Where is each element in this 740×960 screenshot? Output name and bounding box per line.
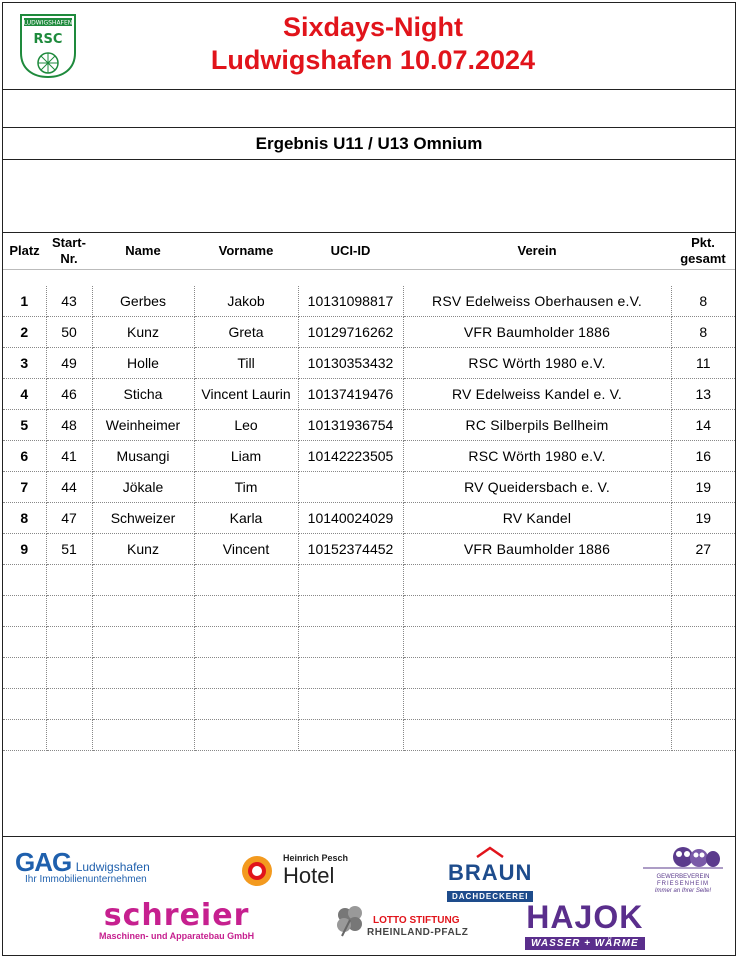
lotto-clover-icon [333,903,367,937]
empty-cell [671,658,735,689]
empty-cell [403,720,671,751]
empty-cell [298,596,403,627]
cell-name: Gerbes [92,286,194,317]
page-title [103,11,643,77]
empty-cell [298,565,403,596]
cell-platz: 8 [3,503,46,534]
empty-cell [3,658,46,689]
column-header-5: Verein [403,233,671,270]
cell-name: Kunz [92,534,194,565]
gewerbeverein-line2: FRIESENHEIM [656,881,709,887]
empty-cell [92,596,194,627]
empty-row [3,658,735,689]
empty-cell [46,627,92,658]
table-row [3,472,735,503]
cell-pkt: 13 [671,379,735,410]
spacer-row [3,270,735,287]
cell-name: Kunz [92,317,194,348]
cell-name: Musangi [92,441,194,472]
column-header-2: Name [92,233,194,270]
table-row [3,503,735,534]
hotel-small-text: Heinrich Pesch [283,853,349,863]
hajok-sub: WASSER + WÄRME [525,937,645,950]
cell-uci: 10129716262 [298,317,403,348]
cell-pkt: 8 [671,286,735,317]
cell-nr: 50 [46,317,92,348]
empty-cell [671,596,735,627]
cell-name: Weinheimer [92,410,194,441]
column-header-4: UCI-ID [298,233,403,270]
cell-verein: VFR Baumholder 1886 [403,317,671,348]
cell-uci: 10140024029 [298,503,403,534]
empty-cell [92,720,194,751]
braun-sub: DACHDECKEREI [447,891,533,902]
gewerbeverein-line3: Immer an Ihrer Seite! [654,888,712,894]
cell-nr: 51 [46,534,92,565]
gag-logo-text: GAG [15,847,72,877]
cell-platz: 3 [3,348,46,379]
sponsor-schreier [99,898,255,941]
empty-cell [194,565,298,596]
empty-cell [3,720,46,751]
cell-name: Jökale [92,472,194,503]
table-row [3,441,735,472]
column-header-0: Platz [3,233,46,270]
table-row [3,534,735,565]
column-header-6: Pkt. gesamt [671,233,735,270]
empty-cell [46,596,92,627]
empty-cell [298,627,403,658]
hotel-sun-icon [239,853,275,889]
sponsor-braun [447,845,533,904]
empty-cell [46,720,92,751]
cell-verein: RV Edelweiss Kandel e. V. [403,379,671,410]
empty-cell [194,596,298,627]
empty-row [3,596,735,627]
gag-sub: Ihr Immobilienunternehmen [25,874,147,885]
cell-name: Sticha [92,379,194,410]
empty-cell [3,627,46,658]
cell-uci [298,472,403,503]
braun-text: BRAUN [448,860,533,885]
cell-verein: VFR Baumholder 1886 [403,534,671,565]
cell-pkt: 27 [671,534,735,565]
empty-cell [92,565,194,596]
lotto-line1: LOTTO STIFTUNG [373,915,460,926]
lotto-line2: RHEINLAND-PFALZ [367,927,469,938]
cell-name: Holle [92,348,194,379]
schreier-text: schreier [103,898,250,933]
cell-platz: 2 [3,317,46,348]
empty-cell [3,565,46,596]
cell-uci: 10137419476 [298,379,403,410]
sponsor-gag [15,847,150,885]
hotel-big-text: Hotel [283,863,335,888]
sponsor-gewerbeverein [643,843,723,895]
results-table-wrap [3,232,735,751]
cell-uci: 10152374452 [298,534,403,565]
subtitle: Ergebnis U11 / U13 Omnium [3,127,735,160]
cell-nr: 49 [46,348,92,379]
empty-cell [46,689,92,720]
cell-verein: RV Kandel [403,503,671,534]
table-row [3,348,735,379]
empty-cell [298,658,403,689]
empty-cell [671,720,735,751]
cell-platz: 9 [3,534,46,565]
cell-platz: 5 [3,410,46,441]
cell-uci: 10130353432 [298,348,403,379]
cell-pkt: 8 [671,317,735,348]
table-row [3,379,735,410]
empty-cell [671,689,735,720]
empty-cell [194,627,298,658]
cell-pkt: 11 [671,348,735,379]
empty-cell [46,658,92,689]
cell-vorname: Vincent [194,534,298,565]
empty-cell [3,689,46,720]
gewerbeverein-line1: GEWERBEVEREIN [656,874,710,880]
rsc-logo [19,13,77,79]
cell-platz: 4 [3,379,46,410]
cell-vorname: Jakob [194,286,298,317]
column-header-3: Vorname [194,233,298,270]
empty-cell [3,596,46,627]
cell-vorname: Liam [194,441,298,472]
cell-verein: RSV Edelweiss Oberhausen e.V. [403,286,671,317]
empty-cell [403,658,671,689]
cell-uci: 10142223505 [298,441,403,472]
cell-vorname: Tim [194,472,298,503]
cell-name: Schweizer [92,503,194,534]
braun-roof-icon [475,846,505,858]
cell-pkt: 19 [671,472,735,503]
hajok-text: HAJOK [526,899,644,935]
empty-row [3,720,735,751]
empty-cell [92,627,194,658]
cell-nr: 48 [46,410,92,441]
empty-cell [194,689,298,720]
empty-cell [92,658,194,689]
cell-vorname: Karla [194,503,298,534]
schreier-sub: Maschinen- und Apparatebau GmbH [99,931,255,941]
cell-pkt: 14 [671,410,735,441]
empty-cell [298,720,403,751]
empty-row [3,627,735,658]
column-header-1: Start- Nr. [46,233,92,270]
table-row [3,410,735,441]
cell-pkt: 19 [671,503,735,534]
logo-top-text: LUDWIGSHAFEN [23,19,73,27]
cell-vorname: Greta [194,317,298,348]
cell-verein: RC Silberpils Bellheim [403,410,671,441]
cell-verein: RV Queidersbach e. V. [403,472,671,503]
result-sheet [2,2,736,956]
empty-cell [403,627,671,658]
table-row [3,317,735,348]
cell-uci: 10131936754 [298,410,403,441]
results-table [3,232,735,751]
cell-vorname: Till [194,348,298,379]
cell-nr: 41 [46,441,92,472]
empty-row [3,689,735,720]
cell-uci: 10131098817 [298,286,403,317]
empty-cell [403,565,671,596]
cell-platz: 6 [3,441,46,472]
empty-cell [403,689,671,720]
table-row [3,286,735,317]
sponsor-bar [3,836,735,957]
empty-cell [194,658,298,689]
cell-nr: 43 [46,286,92,317]
logo-mid-text: RSC [33,32,63,47]
cell-nr: 46 [46,379,92,410]
empty-cell [671,627,735,658]
empty-cell [403,596,671,627]
empty-cell [671,565,735,596]
gag-city: Ludwigshafen [75,860,150,874]
cell-verein: RSC Wörth 1980 e.V. [403,441,671,472]
cell-vorname: Vincent Laurin [194,379,298,410]
cell-platz: 1 [3,286,46,317]
empty-cell [92,689,194,720]
gewerbeverein-owls-icon [643,843,723,869]
sponsor-hajok [525,901,645,951]
cell-nr: 44 [46,472,92,503]
empty-cell [194,720,298,751]
header [3,3,735,90]
cell-verein: RSC Wörth 1980 e.V. [403,348,671,379]
empty-row [3,565,735,596]
cell-nr: 47 [46,503,92,534]
title-line-2: Ludwigshafen 10.07.2024 [210,45,536,75]
cell-pkt: 16 [671,441,735,472]
table-body [3,270,735,751]
cell-platz: 7 [3,472,46,503]
cell-vorname: Leo [194,410,298,441]
title-line-1: Sixdays-Night [282,12,464,42]
table-header [3,233,735,270]
empty-cell [298,689,403,720]
empty-cell [46,565,92,596]
